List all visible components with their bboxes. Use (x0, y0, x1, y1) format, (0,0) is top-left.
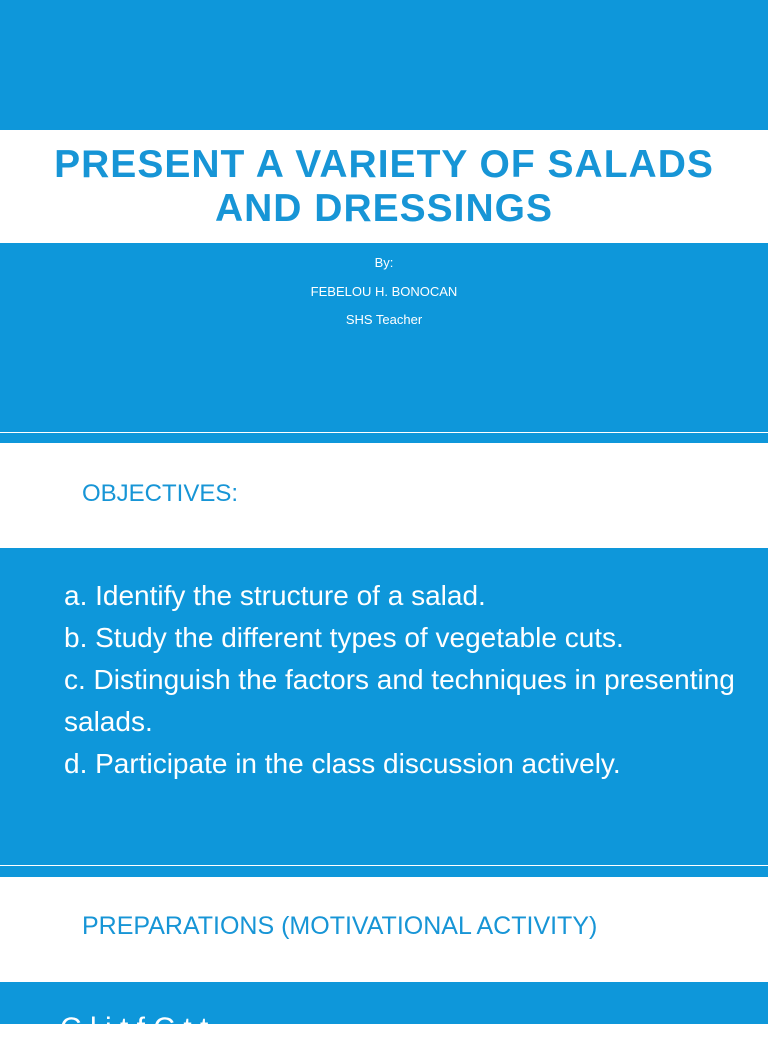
author-name: FEBELOU H. BONOCAN (310, 284, 458, 299)
objectives-body-band (0, 548, 768, 865)
preparations-header-band (0, 877, 768, 982)
slide1-title-band (0, 130, 768, 243)
slide1-top-band (0, 0, 768, 130)
preparations-body-text: C l i t f C t t (60, 1012, 209, 1045)
objectives-heading: OBJECTIVES: (82, 480, 239, 507)
objectives-header-band (0, 443, 768, 548)
slide-title: PRESENT A VARIETY OF SALADS AND DRESSINGS (54, 142, 714, 230)
objective-item-d: d. Participate in the class discussion actively. (64, 748, 621, 779)
preparations-heading: PREPARATIONS (MOTIVATIONAL ACTIVITY) (82, 912, 598, 940)
objective-item-b: b. Study the different types of vegetable cuts. (64, 622, 624, 653)
objectives-list (64, 575, 744, 785)
by-label: By: (374, 255, 394, 270)
slide-gap (0, 433, 768, 443)
objective-item-a: a. Identify the structure of a salad. (64, 580, 486, 611)
author-role: SHS Teacher (345, 312, 423, 327)
slide-gap (0, 866, 768, 877)
objective-item-c: c. Distinguish the factors and techniques in presenting salads. (64, 664, 735, 737)
preparations-body-band (0, 982, 768, 1045)
slide1-byline-band (0, 243, 768, 432)
